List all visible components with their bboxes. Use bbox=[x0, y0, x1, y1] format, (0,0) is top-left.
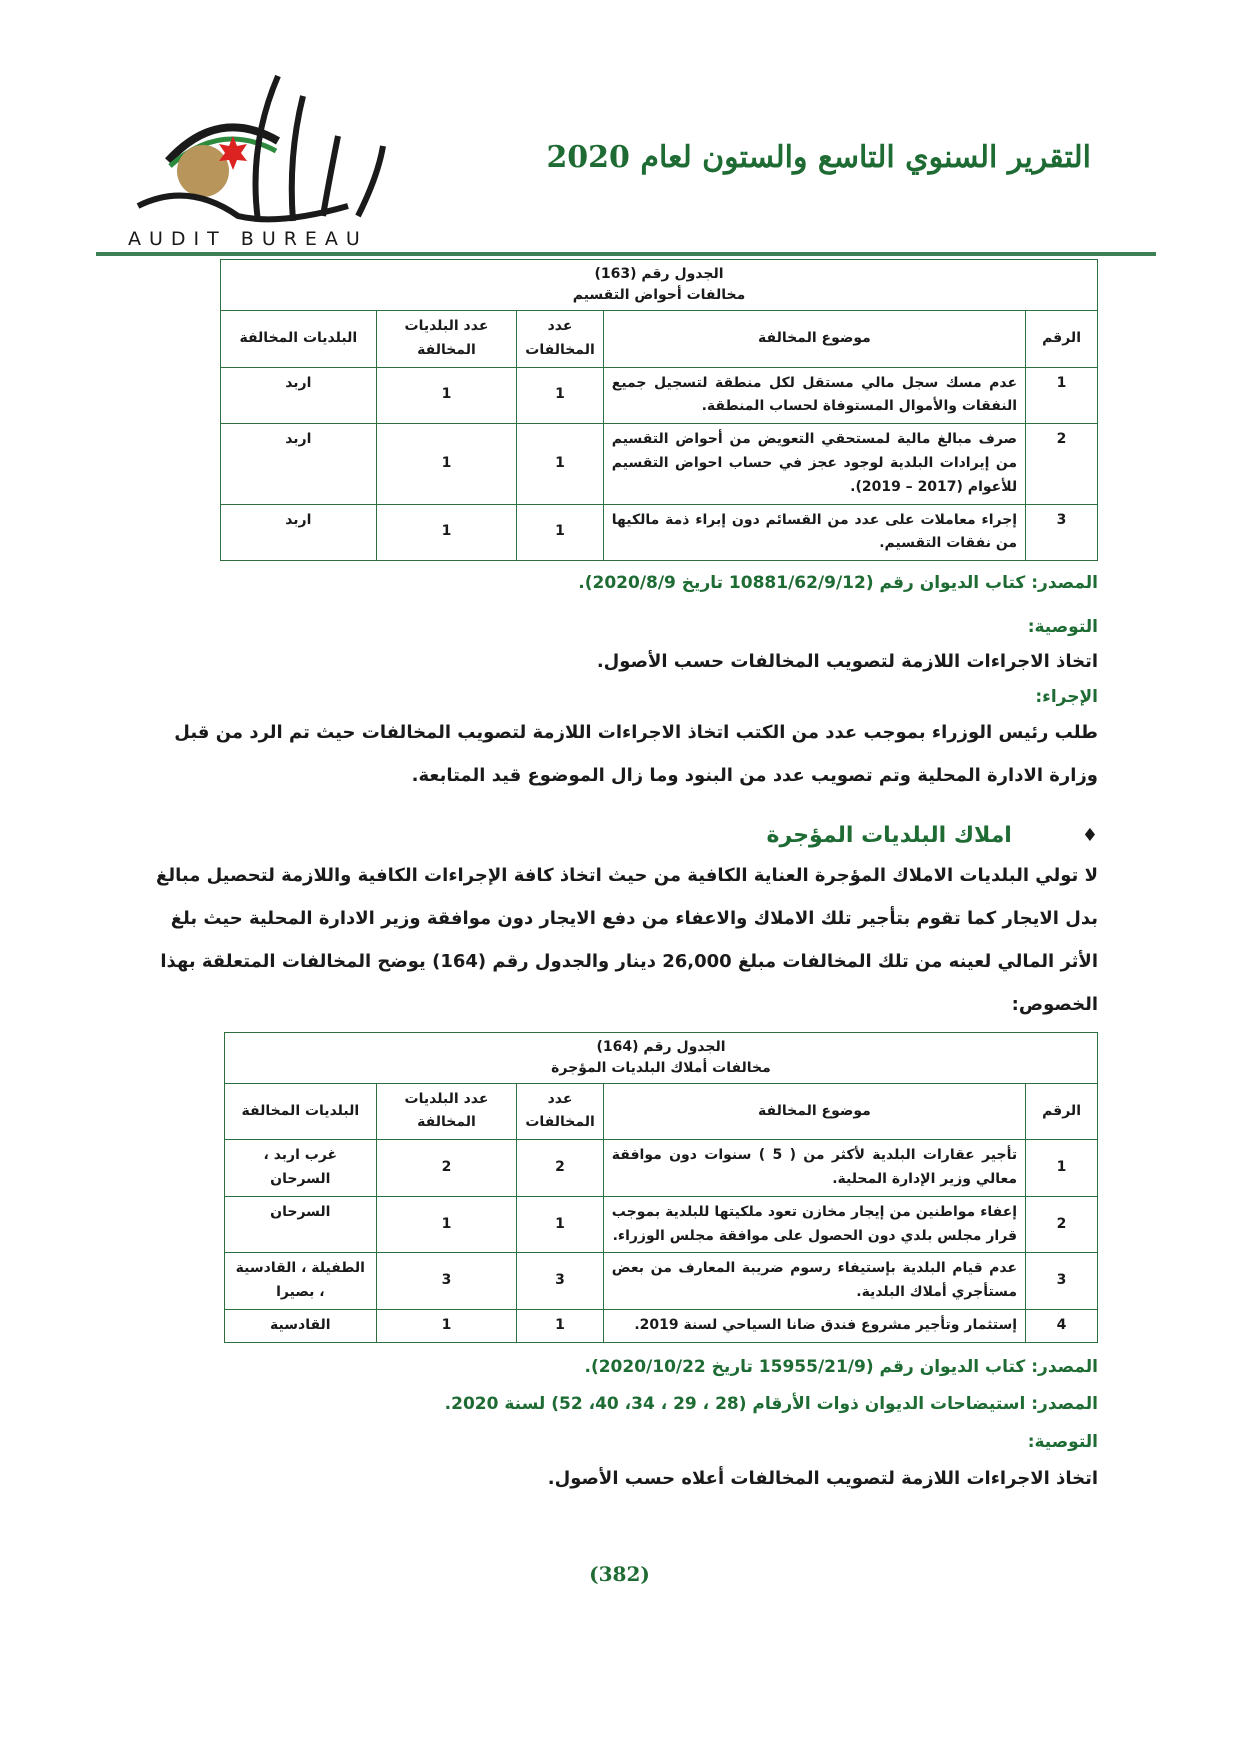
header-num: الرقم bbox=[1026, 311, 1098, 368]
cell-muni-count: 2 bbox=[376, 1140, 517, 1197]
cell-num: 3 bbox=[1026, 504, 1098, 561]
cell-violations: 2 bbox=[517, 1140, 603, 1197]
cell-muni-count: 1 bbox=[376, 424, 517, 504]
header-violations: عدد المخالفات bbox=[517, 1083, 603, 1140]
recommendation-text: اتخاذ الاجراءات اللازمة لتصويب المخالفات حسب الأصول. bbox=[596, 651, 1098, 673]
cell-subject: إستثمار وتأجير مشروع فندق ضانا السياحي لسنة 2019. bbox=[603, 1310, 1025, 1343]
source-citation: المصدر: كتاب الديوان رقم (15955/21/9 تاريخ 2020/10/22). bbox=[584, 1356, 1098, 1377]
cell-munis: القادسية bbox=[225, 1310, 377, 1343]
table-number: الجدول رقم (163) bbox=[594, 266, 724, 282]
table-row bbox=[225, 1310, 1098, 1343]
cell-subject: إجراء معاملات على عدد من القسائم دون إبراء ذمة مالكيها من نفقات التقسيم. bbox=[603, 504, 1025, 561]
header-subject: موضوع المخالفة bbox=[603, 311, 1025, 368]
table-row bbox=[225, 1196, 1098, 1253]
header-muni-count: عدد البلديات المخالفة bbox=[376, 1083, 517, 1140]
audit-bureau-logo bbox=[128, 66, 418, 256]
cell-munis: اربد bbox=[221, 367, 377, 424]
recommendation-label: التوصية: bbox=[1027, 616, 1098, 637]
header-violations: عدد المخالفات bbox=[517, 311, 603, 368]
logo-english: AUDIT BUREAU bbox=[128, 228, 368, 250]
header-divider bbox=[96, 252, 1156, 256]
cell-muni-count: 1 bbox=[376, 1196, 517, 1253]
cell-muni-count: 3 bbox=[376, 1253, 517, 1310]
table-title: مخالفات أملاك البلديات المؤجرة bbox=[551, 1059, 771, 1076]
table-row bbox=[221, 367, 1098, 424]
cell-subject: إعفاء مواطنين من إيجار مخازن تعود ملكيتها للبلدية بموجب قرار مجلس بلدي دون الحصول على موافقة مجلس الوزراء. bbox=[603, 1196, 1025, 1253]
table-164 bbox=[224, 1032, 1098, 1343]
header-munis: البلديات المخالفة bbox=[225, 1083, 377, 1140]
cell-num: 1 bbox=[1026, 367, 1098, 424]
page-number: (382) bbox=[589, 1562, 650, 1587]
cell-num: 2 bbox=[1026, 1196, 1098, 1253]
table-row bbox=[225, 1253, 1098, 1310]
cell-muni-count: 1 bbox=[376, 367, 517, 424]
bullet-icon: ♦ bbox=[1081, 824, 1098, 846]
source-citation: المصدر: كتاب الديوان رقم (10881/62/9/12 تاريخ 2020/8/9). bbox=[578, 573, 1098, 594]
cell-munis: الطفيلة ، القادسية ، بصيرا bbox=[225, 1253, 377, 1310]
cell-violations: 3 bbox=[517, 1253, 603, 1310]
section-paragraph: لا تولي البلديات الاملاك المؤجرة العناية الكافية من حيث اتخاذ كافة الإجراءات الكافية واللازمة لتحصيل مبالغ بدل الايجار كما تقوم بتأجير تلك الاملاك والاعفاء من دفع الايجار دون موافقة وزير الادارة المحلية حيث بلغ الأثر المالي لعينه من تلك المخالفات مبلغ 26,000 دينار والجدول رقم (164) يوضح المخالفات المتعلقة بهذا الخصوص: bbox=[156, 864, 1098, 1015]
cell-subject: عدم قيام البلدية بإستيفاء رسوم ضريبة المعارف من بعض مستأجري أملاك البلدية. bbox=[603, 1253, 1025, 1310]
section-heading bbox=[141, 823, 1098, 848]
cell-violations: 1 bbox=[517, 424, 603, 504]
cell-violations: 1 bbox=[517, 367, 603, 424]
cell-munis: غرب اربد ، السرحان bbox=[225, 1140, 377, 1197]
cell-munis: السرحان bbox=[225, 1196, 377, 1253]
cell-violations: 1 bbox=[517, 1196, 603, 1253]
table-row bbox=[221, 504, 1098, 561]
cell-violations: 1 bbox=[517, 504, 603, 561]
cell-munis: اربد bbox=[221, 504, 377, 561]
cell-num: 1 bbox=[1026, 1140, 1098, 1197]
cell-munis: اربد bbox=[221, 424, 377, 504]
table-title: مخالفات أحواض التقسيم bbox=[572, 287, 746, 303]
table-number: الجدول رقم (164) bbox=[596, 1038, 726, 1055]
recommendation-text: اتخاذ الاجراءات اللازمة لتصويب المخالفات أعلاه حسب الأصول. bbox=[547, 1468, 1098, 1490]
cell-muni-count: 1 bbox=[376, 1310, 517, 1343]
source-citation-2: المصدر: استيضاحات الديوان ذوات الأرقام (28 ، 29 ، 34، 40، 52) لسنة 2020. bbox=[444, 1394, 1098, 1415]
cell-num: 4 bbox=[1026, 1310, 1098, 1343]
cell-subject: عدم مسك سجل مالي مستقل لكل منطقة لتسجيل جميع النفقات والأموال المستوفاة لحساب المنطقة. bbox=[603, 367, 1025, 424]
cell-violations: 1 bbox=[517, 1310, 603, 1343]
action-label: الإجراء: bbox=[1035, 687, 1098, 708]
report-title: التقرير السنوي التاسع والستون لعام 2020 bbox=[546, 140, 1091, 175]
cell-subject: تأجير عقارات البلدية لأكثر من ( 5 ) سنوات دون موافقة معالي وزير الإدارة المحلية. bbox=[603, 1140, 1025, 1197]
header-num: الرقم bbox=[1026, 1083, 1098, 1140]
cell-num: 3 bbox=[1026, 1253, 1098, 1310]
table-163 bbox=[220, 259, 1098, 561]
cell-subject: صرف مبالغ مالية لمستحقي التعويض من أحواض التقسيم من إيرادات البلدية لوجود عجز في حساب احواض التقسيم للأعوام (2017 – 2019). bbox=[603, 424, 1025, 504]
cell-muni-count: 1 bbox=[376, 504, 517, 561]
action-text: طلب رئيس الوزراء بموجب عدد من الكتب اتخاذ الاجراءات اللازمة لتصويب المخالفات حيث تم الرد من قبل وزارة الادارة المحلية وتم تصويب عدد من البنود وما زال الموضوع قيد المتابعة. bbox=[174, 721, 1098, 786]
header-munis: البلديات المخالفة bbox=[221, 311, 377, 368]
table-caption bbox=[221, 260, 1098, 311]
header-subject: موضوع المخالفة bbox=[603, 1083, 1025, 1140]
table-row bbox=[221, 424, 1098, 504]
section-title: املاك البلديات المؤجرة bbox=[766, 822, 1012, 848]
cell-num: 2 bbox=[1026, 424, 1098, 504]
page-content bbox=[141, 259, 1098, 1586]
table-caption bbox=[225, 1032, 1098, 1083]
header-muni-count: عدد البلديات المخالفة bbox=[376, 311, 517, 368]
table-row bbox=[225, 1140, 1098, 1197]
recommendation-label: التوصية: bbox=[1027, 1431, 1098, 1452]
